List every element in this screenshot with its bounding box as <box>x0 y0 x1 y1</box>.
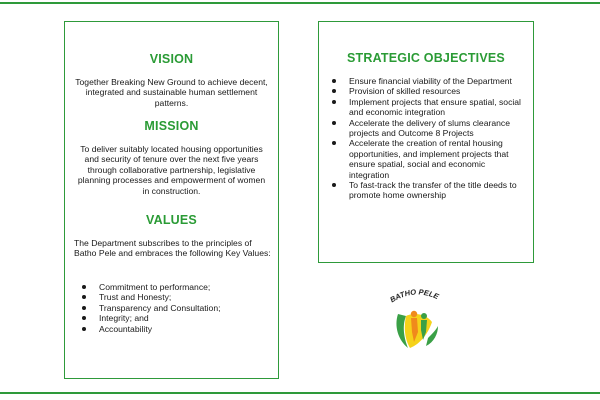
bullet-icon <box>82 295 86 299</box>
strategic-objectives-heading: STRATEGIC OBJECTIVES <box>347 51 505 65</box>
list-item: Accountability <box>73 324 273 334</box>
logo-wordmark: BATHO PELE <box>388 287 441 305</box>
list-item: Commitment to performance; <box>73 282 273 292</box>
list-item: Provision of skilled resources <box>323 86 523 96</box>
list-item: Ensure financial viability of the Department <box>323 76 523 86</box>
list-item: To fast-track the transfer of the title deeds to promote home ownership <box>323 180 523 201</box>
bullet-icon <box>82 327 86 331</box>
strategic-objectives-list <box>323 76 523 201</box>
bullet-icon <box>332 89 336 93</box>
values-heading: VALUES <box>146 213 197 227</box>
strategic-objectives-panel <box>318 21 534 263</box>
list-item: Implement projects that ensure spatial, social and economic integration <box>323 97 523 118</box>
values-list <box>73 282 273 334</box>
batho-pele-logo-icon <box>384 282 448 354</box>
bullet-icon <box>332 183 336 187</box>
bullet-icon <box>332 100 336 104</box>
bullet-icon <box>82 285 86 289</box>
vision-text: Together Breaking New Ground to achieve decent, integrated and sustainable human settlement patterns. <box>75 77 268 108</box>
mission-text: To deliver suitably located housing opportunities and security of tenure over the next five years through collaborative partnership, legislative planning processes and empowerment of women in construction. <box>77 144 266 196</box>
bullet-icon <box>82 306 86 310</box>
bullet-icon <box>332 141 336 145</box>
bullet-icon <box>332 121 336 125</box>
list-item: Accelerate the delivery of slums clearance projects and Outcome 8 Projects <box>323 118 523 139</box>
vision-heading: VISION <box>149 52 194 66</box>
bullet-icon <box>82 316 86 320</box>
list-item: Transparency and Consultation; <box>73 303 273 313</box>
vision-mission-values-panel <box>64 21 279 379</box>
list-item: Accelerate the creation of rental housing opportunities, and implement projects that ensure spatial, social and economic integration <box>323 138 523 180</box>
bullet-icon <box>332 79 336 83</box>
top-rule <box>0 2 600 4</box>
mission-heading: MISSION <box>144 119 199 133</box>
list-item: Trust and Honesty; <box>73 292 273 302</box>
values-intro: The Department subscribes to the principles of Batho Pele and embraces the following Key Values: <box>74 238 271 259</box>
bottom-rule <box>0 392 600 394</box>
list-item: Integrity; and <box>73 313 273 323</box>
